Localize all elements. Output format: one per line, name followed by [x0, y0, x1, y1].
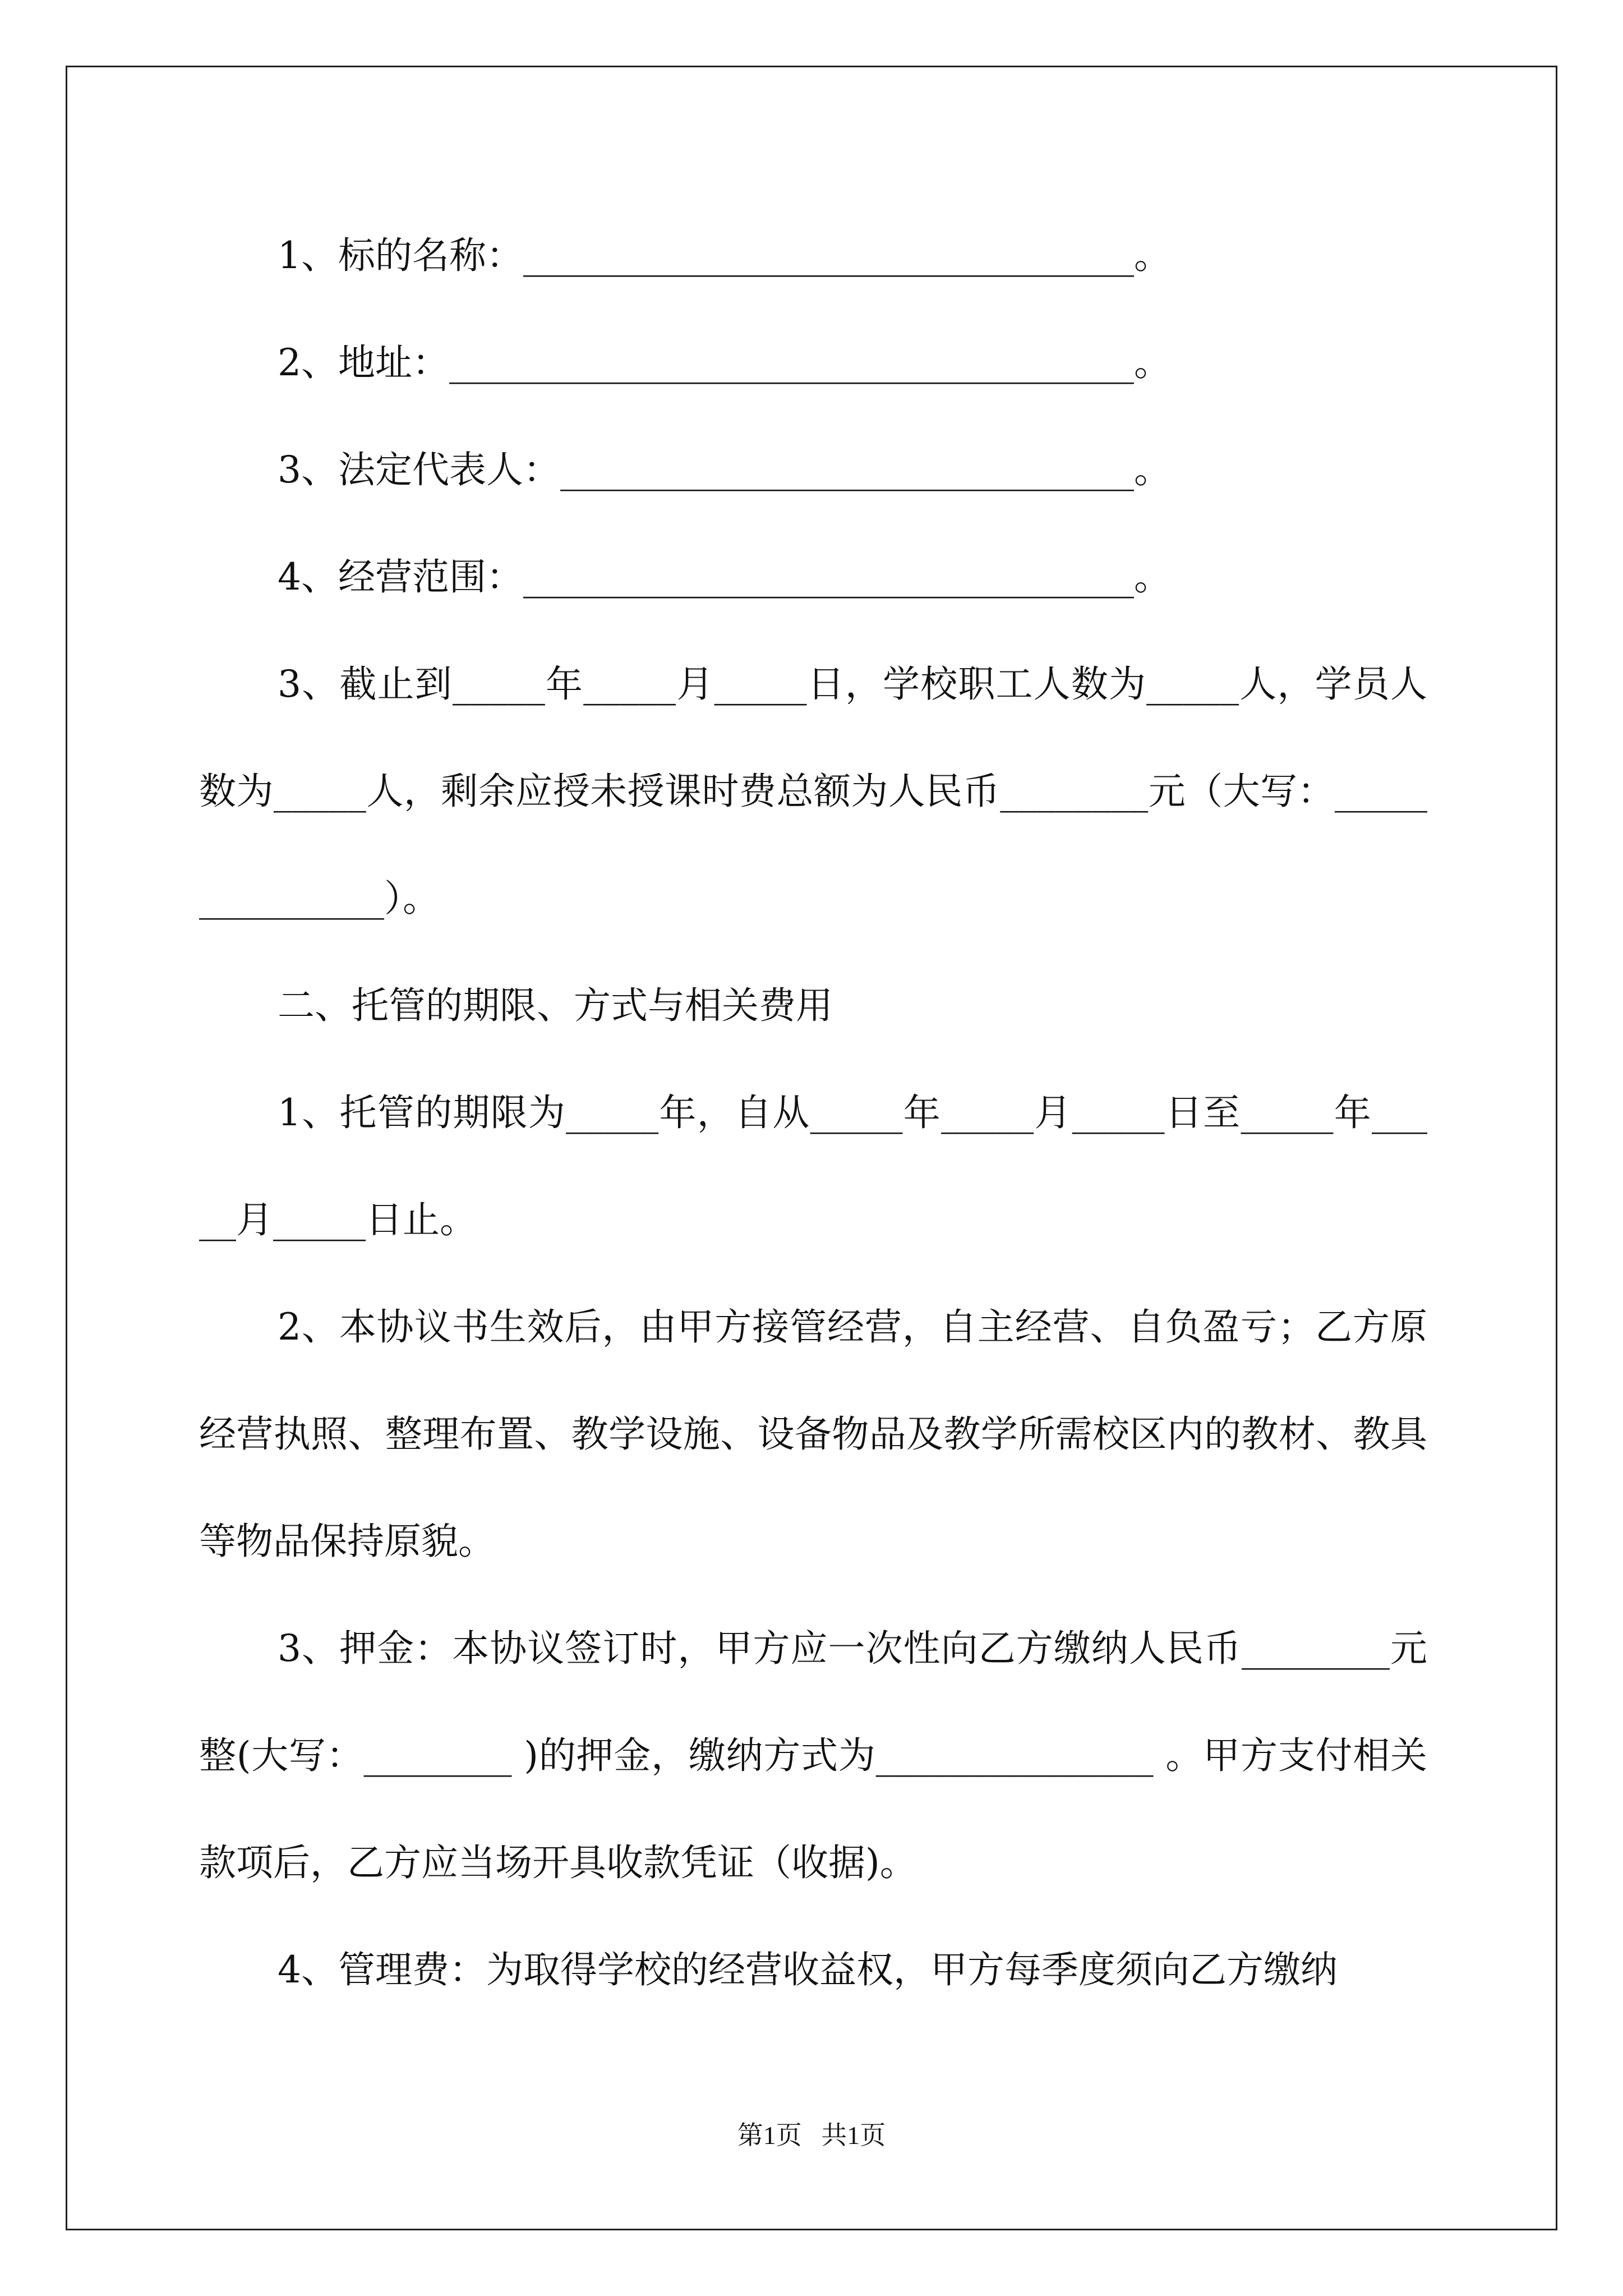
paragraph: 2、本协议书生效后，由甲方接管经营，自主经营、自负盈亏；乙方原经营执照、整理布置、教学设施、设备物品及教学所需校区内的教材、教具等物品保持原貌。 [199, 1305, 1427, 1563]
paragraph: 4、管理费：为取得学校的经营收益权，甲方每季度须向乙方缴纳 [278, 1948, 1338, 1991]
section-heading: 二、托管的期限、方式与相关费用 [278, 984, 833, 1027]
paragraph: 3、截止到_____年_____月_____日，学校职工人数为_____人，学员人数为_____人，剩余应授未授课时费总额为人民币________元（大写：_______________）。 [199, 662, 1427, 920]
paragraph: 1、托管的期限为_____年，自从_____年_____月_____日至_____年_____月_____日止。 [199, 1091, 1427, 1241]
document-body [199, 202, 1427, 2023]
paragraph: 2、地址：_____________________________________。 [278, 341, 1171, 384]
paragraph: 3、押金：本协议签订时，甲方应一次性向乙方缴纳人民币________元整(大写：________ )的押金，缴纳方式为_______________ 。甲方支付相关款项后，乙方应当场开具收款凭证（收据)。 [199, 1627, 1427, 1884]
paragraph: 1、标的名称：_________________________________。 [278, 234, 1171, 277]
page-footer: 第1页 共1页 [737, 2121, 886, 2150]
paragraph: 4、经营范围：_________________________________。 [278, 555, 1171, 599]
paragraph: 3、法定代表人：_______________________________。 [278, 448, 1171, 491]
